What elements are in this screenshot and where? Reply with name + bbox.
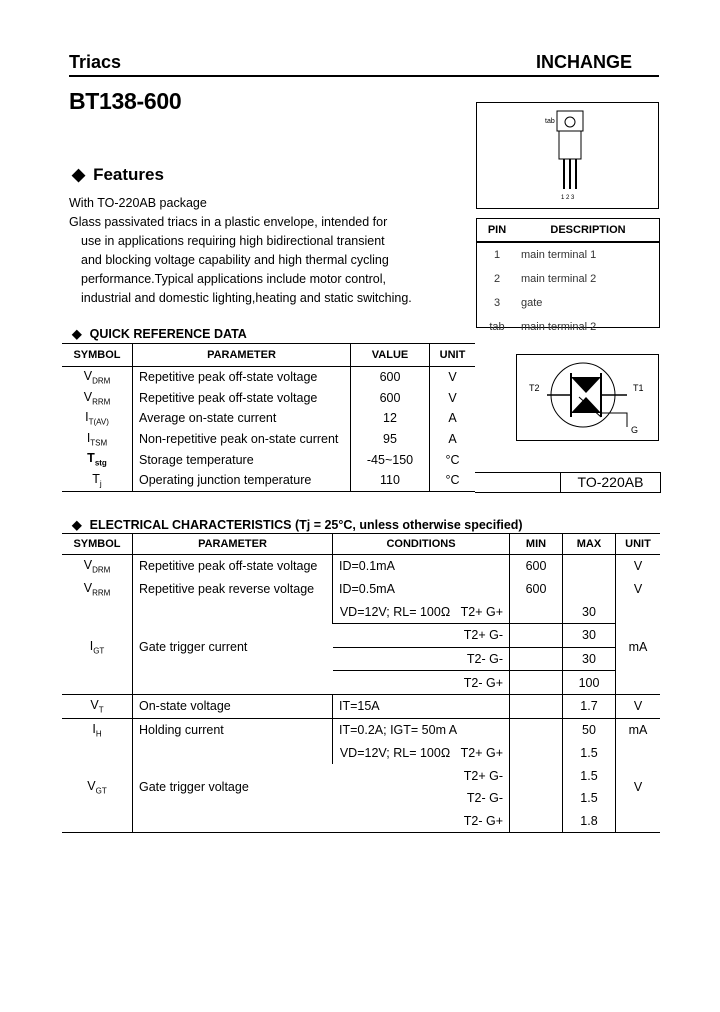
feature-line: Glass passivated triacs in a plastic envelope, intended for <box>69 215 388 229</box>
unit-cell: V <box>430 388 476 409</box>
pin-number: 3 <box>493 297 501 309</box>
package-name: TO-220AB <box>560 472 661 493</box>
diamond-bullet-icon: ◆ <box>72 327 82 341</box>
feature-line: industrial and domestic lighting,heating and static switching. <box>81 291 412 305</box>
pin-description: main terminal 1 <box>521 249 597 261</box>
col-parameter: PARAMETER <box>133 344 351 367</box>
brand-label: INCHANGE <box>536 52 633 72</box>
conditions-cell: T2- G+ <box>333 671 510 695</box>
max-cell: 30 <box>563 600 616 623</box>
part-number: BT138-600 <box>69 88 182 114</box>
parameter-cell: Repetitive peak off-state voltage <box>133 388 351 409</box>
table-row <box>62 470 475 491</box>
quick-ref-heading: ◆ QUICK REFERENCE DATA <box>72 327 247 341</box>
conditions-cell: VD=12V; RL= 100Ω T2+ G+ <box>333 742 510 765</box>
max-cell: 1.7 <box>563 695 616 719</box>
terminal-t2-label: T2 <box>529 383 540 393</box>
to220-package-icon <box>477 103 658 208</box>
pin-table <box>477 219 659 339</box>
max-cell: 50 <box>563 718 616 741</box>
col-unit: UNIT <box>616 534 661 555</box>
min-cell <box>510 787 563 810</box>
conditions-cell: T2- G- <box>466 791 503 806</box>
conditions-cell: ID=0.5mA <box>333 578 510 601</box>
pin-row <box>477 267 659 291</box>
symbol-cell: $T_j$ <box>62 470 133 491</box>
value-cell: 95 <box>351 429 430 450</box>
unit-cell: V <box>616 695 661 719</box>
unit-cell: A <box>430 408 476 429</box>
table-row <box>62 578 660 601</box>
col-symbol: SYMBOL <box>62 344 133 367</box>
parameter-cell: Storage temperature <box>133 449 351 470</box>
pin-description: main terminal 2 <box>521 273 597 285</box>
description-header: DESCRIPTION <box>517 219 659 242</box>
max-cell: 30 <box>563 624 616 648</box>
min-cell <box>510 764 563 787</box>
parameter-cell: On-state voltage <box>133 695 333 719</box>
table-row <box>62 718 660 741</box>
value-cell: 600 <box>351 388 430 409</box>
pin-number: 1 <box>493 249 501 261</box>
col-unit: UNIT <box>430 344 476 367</box>
parameter-cell: Gate trigger current <box>133 600 333 694</box>
table-row <box>62 742 660 765</box>
symbol-cell: $V_{DRM}$ <box>83 369 111 386</box>
conditions-cell: T2+ G- <box>463 768 503 783</box>
package-drawing-box <box>476 102 659 209</box>
table-row <box>62 555 660 578</box>
min-cell <box>510 718 563 741</box>
min-cell <box>510 695 563 719</box>
terminal-t1-label: T1 <box>633 383 644 393</box>
category-label: Triacs <box>69 52 122 72</box>
value-cell: -45~150 <box>351 449 430 470</box>
min-cell <box>510 671 563 695</box>
unit-cell: mA <box>616 600 661 694</box>
triac-symbol-icon <box>517 355 658 440</box>
parameter-cell: Repetitive peak reverse voltage <box>133 578 333 601</box>
min-cell: 600 <box>510 555 563 578</box>
pin-number: tab <box>489 321 505 333</box>
max-cell: 1.5 <box>563 764 616 787</box>
col-symbol: SYMBOL <box>62 534 133 555</box>
min-cell <box>510 647 563 671</box>
table-row <box>62 429 475 450</box>
max-cell <box>563 555 616 578</box>
features-heading: ◆ Features <box>72 165 164 184</box>
col-value: VALUE <box>351 344 430 367</box>
max-cell: 1.5 <box>563 787 616 810</box>
max-cell <box>563 578 616 601</box>
quick-reference-table <box>62 343 475 492</box>
feature-line: use in applications requiring high bidirectional transient <box>81 234 385 248</box>
unit-cell: A <box>430 429 476 450</box>
pin-number: 2 <box>493 273 501 285</box>
unit-cell: V <box>616 578 661 601</box>
pin-header: PIN <box>477 219 517 242</box>
min-cell <box>510 742 563 765</box>
min-cell <box>510 624 563 648</box>
max-cell: 1.8 <box>563 810 616 833</box>
conditions-cell: T2- G- <box>333 647 510 671</box>
value-cell: 110 <box>351 470 430 491</box>
unit-cell: °C <box>430 449 476 470</box>
parameter-cell: Operating junction temperature <box>133 470 351 491</box>
symbol-cell: $I_{TSM}$ <box>86 430 108 448</box>
table-row <box>62 449 475 470</box>
max-cell: 1.5 <box>563 742 616 765</box>
diamond-bullet-icon: ◆ <box>72 518 82 532</box>
package-name-spacer <box>475 472 560 493</box>
conditions-cell: IT=15A <box>333 695 510 719</box>
pin-description: main terminal 2 <box>521 321 597 333</box>
value-cell: 12 <box>351 408 430 429</box>
symbol-cell: $V_{GT}$ <box>62 742 133 833</box>
unit-cell: V <box>616 555 661 578</box>
feature-line: With TO-220AB package <box>69 196 207 210</box>
header-divider <box>69 75 659 77</box>
symbol-cell: $V_{DRM}$ <box>83 558 111 575</box>
value-cell: 600 <box>351 367 430 388</box>
triac-symbol-box <box>516 354 659 441</box>
max-cell: 100 <box>563 671 616 695</box>
pin-table-box <box>476 218 660 333</box>
pin-row <box>477 291 659 315</box>
pin-row <box>477 315 659 339</box>
table-row <box>62 367 475 388</box>
pin-numbers-label: 1 2 3 <box>561 195 575 201</box>
feature-line: and blocking voltage capability and high thermal cycling <box>81 253 389 267</box>
parameter-cell: Gate trigger voltage <box>133 742 333 833</box>
conditions-cell: T2+ G- <box>333 624 510 648</box>
symbol-cell: $I_{GT}$ <box>62 600 133 694</box>
col-min: MIN <box>510 534 563 555</box>
tab-label: tab <box>545 118 555 125</box>
symbol-cell: $I_H$ <box>92 721 102 739</box>
symbol-cell: $V_{RRM}$ <box>83 580 111 598</box>
unit-cell: V <box>616 742 661 833</box>
pin-description: gate <box>521 297 543 309</box>
min-cell: 600 <box>510 578 563 601</box>
conditions-cell: ID=0.1mA <box>333 555 510 578</box>
gate-label: G <box>631 425 639 435</box>
symbol-cell: $I_{T(AV)}$ <box>85 410 109 427</box>
table-row <box>62 408 475 429</box>
col-parameter: PARAMETER <box>133 534 333 555</box>
max-cell: 30 <box>563 647 616 671</box>
parameter-cell: Holding current <box>133 718 333 741</box>
unit-cell: V <box>430 367 476 388</box>
symbol-cell: $T_{stg}$ <box>87 451 107 468</box>
col-conditions: CONDITIONS <box>333 534 510 555</box>
unit-cell: mA <box>616 718 661 741</box>
diamond-bullet-icon: ◆ <box>72 165 86 184</box>
parameter-cell: Repetitive peak off-state voltage <box>133 367 351 388</box>
table-row <box>62 388 475 409</box>
conditions-cell: T2- G+ <box>333 810 510 833</box>
table-row <box>62 600 660 623</box>
min-cell <box>510 600 563 623</box>
conditions-cell: VD=12V; RL= 100Ω T2+ G+ <box>333 600 510 623</box>
pin-row <box>477 242 659 267</box>
unit-cell: °C <box>430 470 476 491</box>
features-text <box>69 194 412 308</box>
parameter-cell: Non-repetitive peak on-state current <box>133 429 351 450</box>
symbol-cell: $V_{RRM}$ <box>83 389 111 407</box>
table-row <box>62 695 660 719</box>
parameter-cell: Average on-state current <box>133 408 351 429</box>
min-cell <box>510 810 563 833</box>
conditions-cell: IT=0.2A; IGT= 50m A <box>333 718 510 741</box>
electrical-characteristics-table <box>62 533 660 833</box>
feature-line: performance.Typical applications include motor control, <box>81 272 387 286</box>
electrical-heading: ◆ ELECTRICAL CHARACTERISTICS (Tj = 25°C, unless otherwise specified) <box>72 518 523 532</box>
parameter-cell: Repetitive peak off-state voltage <box>133 555 333 578</box>
symbol-cell: $V_T$ <box>62 695 133 719</box>
col-max: MAX <box>563 534 616 555</box>
